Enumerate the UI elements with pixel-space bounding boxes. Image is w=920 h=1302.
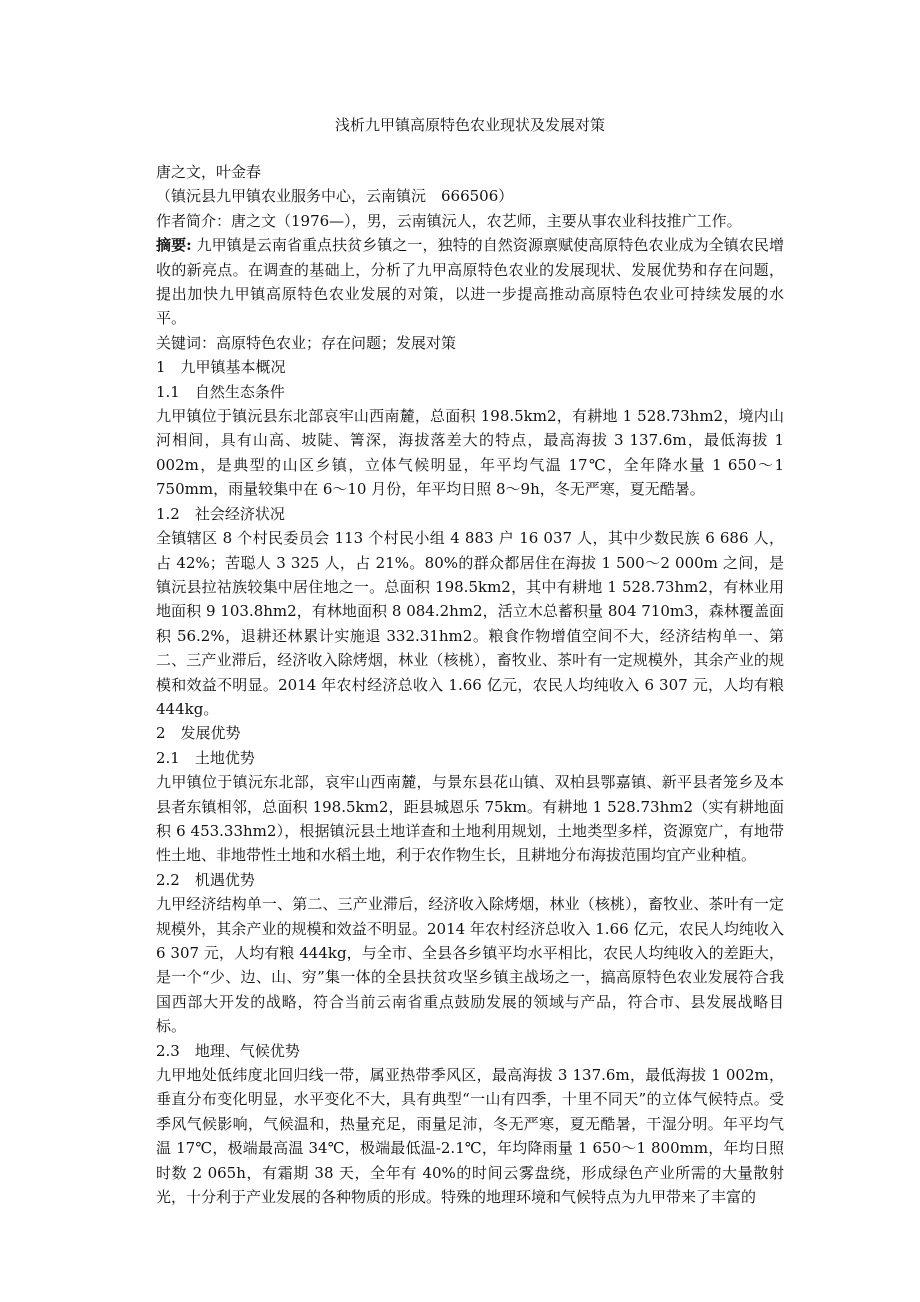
subsection-heading: 1.2 社会经济状况 [156, 504, 285, 523]
paragraph: 九甲经济结构单一、第二、三产业滞后，经济收入除烤烟，林业（核桃），畜牧业、茶叶有一定规模外，其余产业的规模和效益不明显。2014 年农村经济总收入 1.66 亿元，农民人均纯收入 6 307 元，人均有粮 444kg，与全市、全县各乡镇平均水平相比，农民人均纯收入的差距大，是一个“少、边、山、穷”集一体的全县扶贫攻坚乡镇主战场之一，搞高原特色农业发展符合我国西部大开发的战略，符合当前云南省重点鼓励发展的领域与产品，符合市、县发展战略目标。 [156, 895, 784, 1036]
keywords: 关键词：高原特色农业；存在问题；发展对策 [156, 333, 457, 352]
subsection-heading: 1.1 自然生态条件 [156, 382, 285, 401]
subsection-heading: 2.2 机遇优势 [156, 870, 255, 889]
paragraph: 九甲镇位于镇沅县东北部哀牢山西南麓，总面积 198.5km2，有耕地 1 528.73hm2，境内山河相间，具有山高、坡陡、箐深，海拔落差大的特点，最高海拔 3 137.6m，最低海拔 1 002m，是典型的山区乡镇，立体气候明显，年平均气温 17℃，全年降水量 1 650～1 750mm，雨量较集中在 6～10 月份，年平均日照 8～9h，冬无严寒，夏无酷暑。 [156, 407, 784, 499]
abstract-label: 摘要: [156, 236, 192, 255]
abstract [156, 233, 784, 331]
authors: 唐之文，叶金春 [156, 163, 262, 181]
subsection-heading: 2.3 地理、气候优势 [156, 1041, 300, 1060]
section-heading: 2 发展优势 [156, 724, 241, 743]
paragraph: 全镇辖区 8 个村民委员会 113 个村民小组 4 883 户 16 037 人，其中少数民族 6 686 人，占 42%；苦聪人 3 325 人，占 21%。80%的群众都居住在海拔 1 500～2 000m 之间，是镇沅县拉祜族较集中居住地之一。总面积 198.5km2，其中有耕地 1 528.73hm2，有林业用地面积 9 103.8hm2，有林地面积 8 084.2hm2，活立木总蓄积量 804 710m3，森林覆盖面积 56.2%，退耕还林累计实施退 332.31hm2。粮食作物增值空间不大，经济结构单一、第二、三产业滞后，经济收入除烤烟，林业（核桃），畜牧业、茶叶有一定规模外，其余产业的规模和效益不明显。2014 年农村经济总收入 1.66 亿元，农民人均纯收入 6 307 元，人均有粮 444kg。 [156, 529, 784, 718]
document-title: 浅析九甲镇高原特色农业现状及发展对策 [334, 116, 605, 134]
document-body [156, 160, 784, 1209]
section-heading: 1 九甲镇基本概况 [156, 358, 286, 377]
affiliation: （镇沅县九甲镇农业服务中心，云南镇沅 666506） [156, 187, 514, 206]
paragraph: 九甲地处低纬度北回归线一带，属亚热带季风区，最高海拔 3 137.6m，最低海拔 1 002m，垂直分布变化明显，水平变化不大，具有典型“一山有四季，十里不同天”的立体气候特点。受季风气候影响，气候温和，热量充足，雨量足沛，冬无严寒，夏无酷暑，干湿分明。年平均气温 17℃，极端最高温 34℃，极端最低温-2.1℃，年均降雨量 1 650～1 800mm，年均日照时数 2 065h，有霜期 38 天，全年有 40%的时间云雾盘绕，形成绿色产业所需的大量散射光，十分利于产业发展的各种物质的形成。特殊的地理环境和气候特点为九甲带来了丰富的 [156, 1066, 784, 1207]
subsection-heading: 2.1 土地优势 [156, 748, 255, 767]
author-bio: 作者简介：唐之文（1976—），男，云南镇沅人，农艺师，主要从事农业科技推广工作。 [156, 211, 742, 230]
paragraph: 九甲镇位于镇沅东北部，哀牢山西南麓，与景东县花山镇、双柏县鄂嘉镇、新平县者笼乡及本县者东镇相邻，总面积 198.5km2，距县城恩乐 75km。有耕地 1 528.73hm2（实有耕地面积 6 453.33hm2），根据镇沅县土地详查和土地利用规划，土地类型多样，资源宽广，有地带性土地、非地带性土地和水稻土地，利于农作物生长，且耕地分布海拔范围均宜产业种植。 [156, 773, 784, 865]
abstract-text: 九甲镇是云南省重点扶贫乡镇之一，独特的自然资源禀赋使高原特色农业成为全镇农民增收的新亮点。在调查的基础上，分析了九甲高原特色农业的发展现状、发展优势和存在问题，提出加快九甲镇高原特色农业发展的对策，以进一步提高推动高原特色农业可持续发展的水平。 [156, 236, 784, 328]
